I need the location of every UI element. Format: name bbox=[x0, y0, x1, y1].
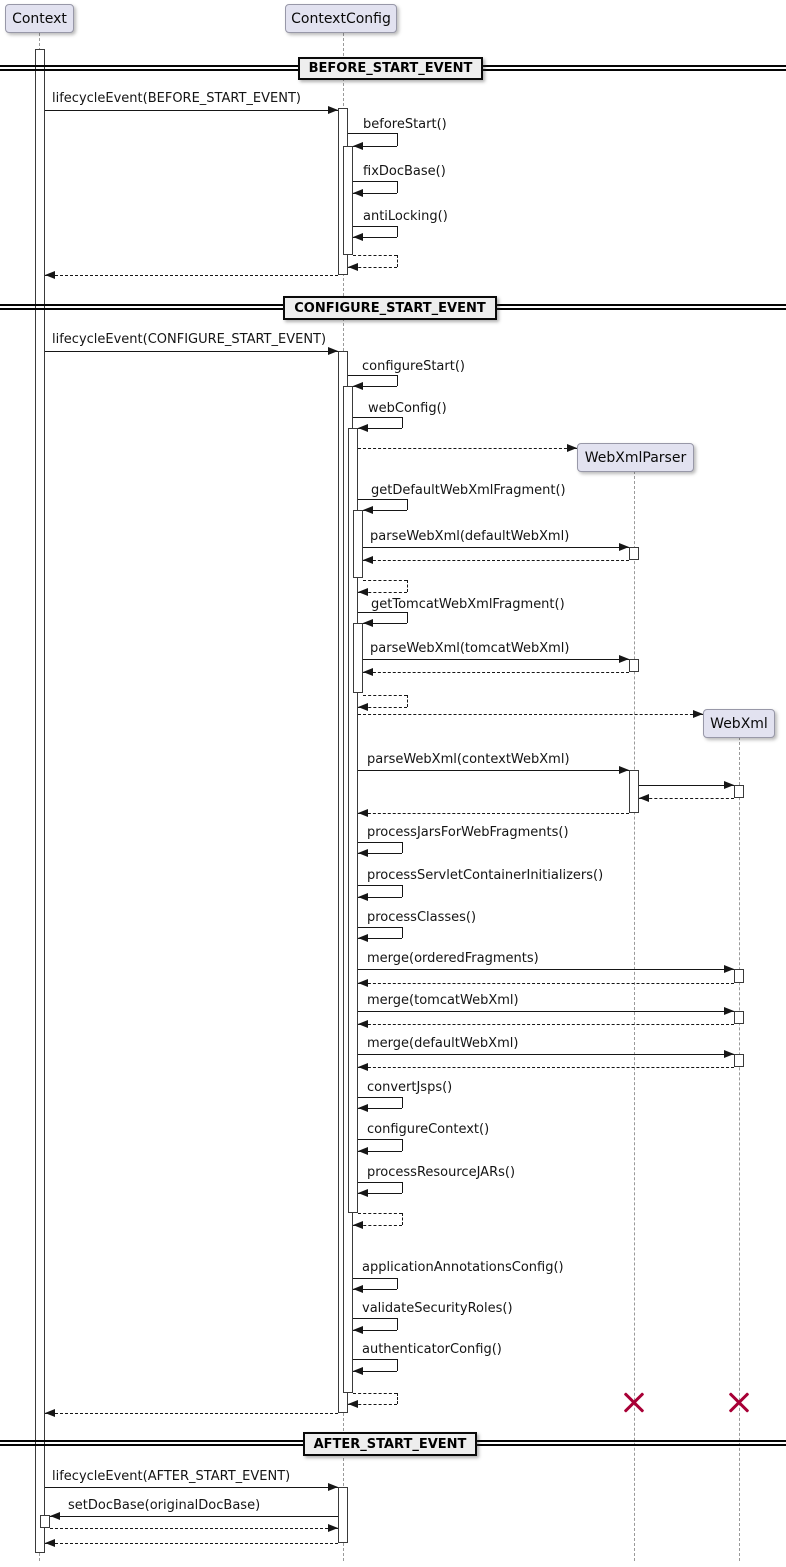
arrowhead-left bbox=[358, 588, 368, 596]
message-label: parseWebXml(tomcatWebXml) bbox=[370, 641, 570, 656]
arrowhead-right bbox=[567, 444, 577, 452]
message-line bbox=[348, 133, 397, 134]
message-line bbox=[402, 1097, 403, 1108]
message-label: antiLocking() bbox=[363, 209, 448, 224]
activation-bar bbox=[734, 1011, 744, 1024]
participant-webxml: WebXml bbox=[703, 709, 775, 738]
arrowhead-left bbox=[353, 382, 363, 390]
divider: BEFORE_START_EVENT bbox=[298, 57, 483, 80]
message-line bbox=[358, 983, 734, 984]
message-line bbox=[353, 181, 397, 182]
message-line bbox=[358, 813, 629, 814]
message-line bbox=[363, 659, 629, 660]
activation-bar bbox=[40, 1515, 50, 1528]
arrowhead-left bbox=[358, 934, 368, 942]
message-line bbox=[353, 1278, 397, 1279]
activation-bar bbox=[629, 659, 639, 672]
message-line bbox=[348, 375, 397, 376]
arrowhead-left bbox=[358, 703, 368, 711]
arrowhead-left bbox=[353, 142, 363, 150]
arrowhead-left bbox=[358, 1020, 368, 1028]
message-label: merge(tomcatWebXml) bbox=[367, 993, 519, 1008]
message-line bbox=[397, 226, 398, 237]
message-line bbox=[353, 226, 397, 227]
activation-bar bbox=[343, 146, 353, 255]
arrowhead-left bbox=[358, 1147, 368, 1155]
arrowhead-left bbox=[50, 1512, 60, 1520]
arrowhead-left bbox=[358, 424, 368, 432]
message-line bbox=[639, 798, 734, 799]
arrowhead-left bbox=[353, 189, 363, 197]
participant-webxmlparser: WebXmlParser bbox=[577, 443, 694, 472]
message-line bbox=[358, 612, 407, 613]
arrowhead-right bbox=[693, 710, 703, 718]
message-label: lifecycleEvent(BEFORE_START_EVENT) bbox=[52, 91, 301, 106]
arrowhead-left bbox=[358, 1189, 368, 1197]
arrowhead-right bbox=[619, 543, 629, 551]
participant-contextconfig: ContextConfig bbox=[285, 4, 397, 33]
lifeline-webxml bbox=[739, 737, 740, 1561]
arrowhead-right bbox=[328, 106, 338, 114]
arrowhead-left bbox=[348, 263, 358, 271]
arrowhead-left bbox=[358, 1104, 368, 1112]
message-line bbox=[358, 842, 402, 843]
arrowhead-left bbox=[363, 668, 373, 676]
message-line bbox=[358, 770, 629, 771]
message-label: getDefaultWebXmlFragment() bbox=[371, 483, 566, 498]
arrowhead-left bbox=[353, 1221, 363, 1229]
message-line bbox=[358, 969, 734, 970]
arrowhead-right bbox=[724, 1050, 734, 1058]
participant-context: Context bbox=[5, 4, 74, 33]
activation-bar bbox=[35, 49, 45, 1553]
message-line bbox=[402, 1213, 403, 1225]
message-label: processServletContainerInitializers() bbox=[367, 868, 604, 883]
activation-bar bbox=[734, 1054, 744, 1067]
message-label: processClasses() bbox=[367, 910, 477, 925]
message-line bbox=[363, 547, 629, 548]
message-label: merge(defaultWebXml) bbox=[367, 1036, 519, 1051]
message-line bbox=[358, 714, 703, 715]
message-line bbox=[358, 499, 407, 500]
message-line bbox=[358, 1139, 402, 1140]
arrowhead-left bbox=[358, 893, 368, 901]
message-line bbox=[358, 1067, 734, 1068]
message-label: webConfig() bbox=[368, 401, 447, 416]
message-line bbox=[45, 275, 338, 276]
message-line bbox=[363, 580, 407, 581]
message-line bbox=[402, 927, 403, 938]
activation-bar bbox=[734, 785, 744, 798]
message-line bbox=[402, 885, 403, 897]
message-line bbox=[45, 110, 338, 111]
message-line bbox=[402, 1182, 403, 1193]
message-line bbox=[363, 560, 629, 561]
arrowhead-left bbox=[45, 1539, 55, 1547]
activation-bar bbox=[338, 1487, 348, 1543]
arrowhead-right bbox=[619, 655, 629, 663]
message-line bbox=[402, 1139, 403, 1151]
message-line bbox=[45, 1413, 338, 1414]
message-line bbox=[45, 1487, 338, 1488]
message-line bbox=[358, 1213, 402, 1214]
message-line bbox=[45, 1543, 338, 1544]
message-line bbox=[363, 695, 407, 696]
message-label: validateSecurityRoles() bbox=[362, 1301, 513, 1316]
arrowhead-left bbox=[639, 794, 649, 802]
message-line bbox=[639, 785, 734, 786]
message-line bbox=[358, 1097, 402, 1098]
message-line bbox=[353, 1359, 397, 1360]
message-label: lifecycleEvent(CONFIGURE_START_EVENT) bbox=[52, 332, 327, 347]
arrowhead-right bbox=[724, 965, 734, 973]
arrowhead-left bbox=[358, 1063, 368, 1071]
message-label: configureContext() bbox=[367, 1122, 490, 1137]
message-label: beforeStart() bbox=[363, 117, 447, 132]
divider: CONFIGURE_START_EVENT bbox=[283, 296, 497, 320]
message-label: setDocBase(originalDocBase) bbox=[68, 1498, 261, 1513]
arrowhead-left bbox=[353, 1326, 363, 1334]
message-line bbox=[358, 1011, 734, 1012]
message-label: processResourceJARs() bbox=[367, 1165, 516, 1180]
message-line bbox=[397, 1278, 398, 1289]
message-line bbox=[353, 1318, 397, 1319]
activation-bar bbox=[629, 547, 639, 560]
message-line bbox=[397, 375, 398, 386]
message-line bbox=[358, 1182, 402, 1183]
message-line bbox=[358, 885, 402, 886]
arrowhead-right bbox=[328, 347, 338, 355]
message-label: merge(orderedFragments) bbox=[367, 951, 539, 966]
message-line bbox=[358, 448, 577, 449]
message-label: processJarsForWebFragments() bbox=[367, 825, 569, 840]
arrowhead-left bbox=[363, 556, 373, 564]
arrowhead-left bbox=[363, 619, 373, 627]
message-label: authenticatorConfig() bbox=[362, 1342, 502, 1357]
message-line bbox=[397, 1318, 398, 1330]
activation-bar bbox=[734, 969, 744, 983]
message-line bbox=[358, 1054, 734, 1055]
arrowhead-right bbox=[724, 781, 734, 789]
arrowhead-left bbox=[358, 849, 368, 857]
arrowhead-right bbox=[724, 1007, 734, 1015]
message-line bbox=[45, 351, 338, 352]
message-line bbox=[397, 255, 398, 267]
message-line bbox=[397, 1393, 398, 1404]
message-line bbox=[397, 133, 398, 146]
message-label: getTomcatWebXmlFragment() bbox=[371, 597, 565, 612]
message-line bbox=[397, 1359, 398, 1371]
activation-bar bbox=[629, 770, 639, 813]
message-line bbox=[397, 181, 398, 193]
destroy-icon bbox=[728, 1391, 750, 1413]
divider: AFTER_START_EVENT bbox=[303, 1432, 477, 1456]
message-line bbox=[402, 417, 403, 428]
arrowhead-left bbox=[353, 1367, 363, 1375]
message-line bbox=[50, 1516, 338, 1517]
message-line bbox=[402, 842, 403, 853]
message-label: convertJsps() bbox=[367, 1080, 453, 1095]
arrowhead-left bbox=[353, 233, 363, 241]
message-line bbox=[358, 1024, 734, 1025]
arrowhead-left bbox=[353, 1285, 363, 1293]
message-line bbox=[363, 672, 629, 673]
arrowhead-left bbox=[358, 809, 368, 817]
activation-bar bbox=[353, 623, 363, 693]
arrowhead-left bbox=[45, 1409, 55, 1417]
message-line bbox=[353, 1393, 397, 1394]
arrowhead-left bbox=[363, 506, 373, 514]
message-line bbox=[407, 499, 408, 510]
arrowhead-right bbox=[328, 1483, 338, 1491]
message-line bbox=[407, 580, 408, 592]
arrowhead-right bbox=[328, 1524, 338, 1532]
message-label: configureStart() bbox=[362, 359, 465, 374]
message-line bbox=[353, 255, 397, 256]
arrowhead-left bbox=[348, 1400, 358, 1408]
message-label: parseWebXml(contextWebXml) bbox=[367, 752, 570, 767]
message-line bbox=[50, 1528, 338, 1529]
activation-bar bbox=[353, 510, 363, 578]
arrowhead-right bbox=[619, 766, 629, 774]
message-label: fixDocBase() bbox=[363, 164, 446, 179]
message-line bbox=[353, 417, 402, 418]
message-line bbox=[407, 695, 408, 707]
arrowhead-left bbox=[358, 979, 368, 987]
destroy-icon bbox=[623, 1391, 645, 1413]
message-line bbox=[358, 927, 402, 928]
arrowhead-left bbox=[45, 271, 55, 279]
message-label: parseWebXml(defaultWebXml) bbox=[370, 529, 570, 544]
message-line bbox=[407, 612, 408, 623]
message-label: lifecycleEvent(AFTER_START_EVENT) bbox=[52, 1469, 291, 1484]
message-label: applicationAnnotationsConfig() bbox=[362, 1260, 564, 1275]
